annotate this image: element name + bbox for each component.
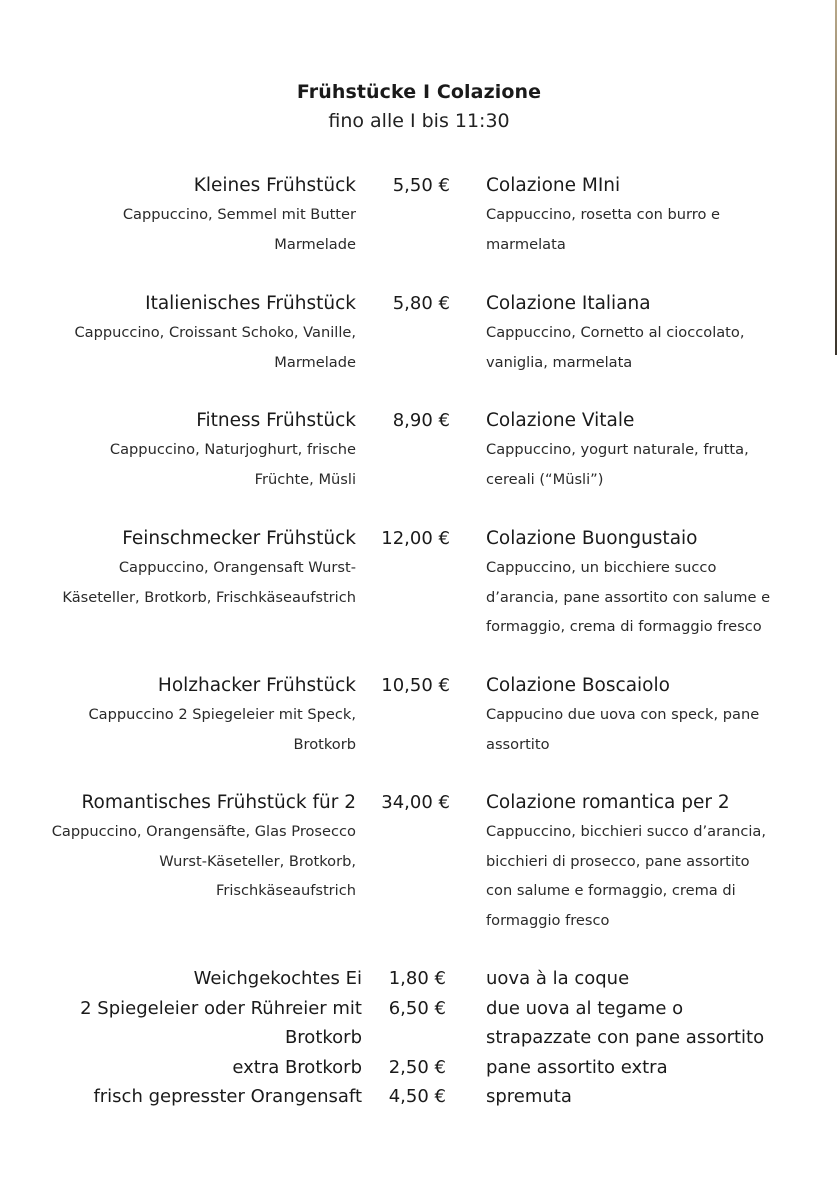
item-desc-it: Cappuccino, yogurt naturale, frutta, bbox=[486, 441, 749, 458]
item-name-de: Kleines Frühstück bbox=[193, 175, 356, 196]
item-name-de: Italienisches Frühstück bbox=[145, 293, 356, 314]
menu-header bbox=[0, 78, 838, 135]
item-desc-it: formaggio fresco bbox=[486, 911, 610, 929]
extra-name-it: due uova al tegame o bbox=[486, 997, 684, 1019]
item-desc-de: Käseteller, Brotkorb, Frischkäseaufstrich bbox=[62, 588, 356, 606]
item-price: 12,00 € bbox=[381, 528, 450, 549]
item-desc-it: bicchieri di prosecco, pane assortito bbox=[486, 852, 750, 870]
extra-row bbox=[0, 964, 838, 994]
item-desc-it: marmelata bbox=[486, 235, 566, 253]
item-price: 34,00 € bbox=[381, 792, 450, 813]
item-desc-it: Cappucino due uova con speck, pane bbox=[486, 706, 760, 723]
item-desc-de: Wurst-Käseteller, Brotkorb, bbox=[159, 852, 356, 870]
item-price: 8,90 € bbox=[392, 410, 450, 431]
item-desc-it: con salume e formaggio, crema di bbox=[486, 882, 736, 899]
extra-name-de: extra Brotkorb bbox=[232, 1056, 362, 1078]
extra-name-de: 2 Spiegeleier oder Rühreier mit bbox=[80, 997, 362, 1019]
extra-name-it: pane assortito extra bbox=[486, 1056, 668, 1078]
item-desc-de: Marmelade bbox=[274, 235, 356, 253]
item-desc-it: assortito bbox=[486, 735, 550, 753]
item-name-de: Feinschmecker Frühstück bbox=[122, 528, 356, 549]
item-name-it: Colazione MIni bbox=[486, 175, 621, 196]
item-name-it: Colazione Boscaiolo bbox=[486, 675, 670, 696]
item-price: 10,50 € bbox=[381, 675, 450, 696]
item-desc-it: Cappuccino, bicchieri succo d’arancia, bbox=[486, 823, 766, 840]
menu-subtitle: fino alle I bis 11:30 bbox=[328, 110, 510, 132]
item-desc-it: Cappuccino, un bicchiere succo bbox=[486, 559, 717, 576]
item-desc-de: Cappuccino, Croissant Schoko, Vanille, bbox=[74, 324, 356, 341]
item-name-de: Romantisches Frühstück für 2 bbox=[81, 792, 356, 813]
item-desc-it: d’arancia, pane assortito con salume e bbox=[486, 588, 771, 606]
item-name-it: Colazione Vitale bbox=[486, 410, 635, 431]
item-desc-de: Cappuccino, Naturjoghurt, frische bbox=[109, 441, 356, 458]
extra-row bbox=[0, 994, 838, 1024]
extra-name-de: Weichgekochtes Ei bbox=[193, 968, 362, 989]
item-desc-de: Cappuccino, Orangensäfte, Glas Prosecco bbox=[51, 823, 356, 840]
extra-name-it: spremuta bbox=[486, 1086, 572, 1107]
item-desc-de: Cappuccino 2 Spiegeleier mit Speck, bbox=[88, 706, 356, 723]
item-desc-it: Cappuccino, Cornetto al cioccolato, bbox=[486, 324, 745, 341]
page-edge-line bbox=[835, 0, 837, 355]
item-desc-de: Früchte, Müsli bbox=[254, 470, 356, 488]
extra-row bbox=[0, 1082, 838, 1112]
item-desc-de: Cappuccino, Orangensaft Wurst- bbox=[118, 559, 356, 576]
extra-price: 1,80 € bbox=[388, 968, 446, 989]
item-desc-de: Marmelade bbox=[274, 353, 356, 371]
item-desc-de: Frischkäseaufstrich bbox=[216, 882, 356, 899]
extra-price: 6,50 € bbox=[388, 997, 446, 1019]
extra-name-it: uova à la coque bbox=[486, 968, 630, 989]
extra-name-de: Brotkorb bbox=[284, 1027, 362, 1048]
extra-row bbox=[0, 1053, 838, 1083]
item-name-it: Colazione Italiana bbox=[486, 293, 651, 314]
item-price: 5,80 € bbox=[392, 293, 450, 314]
item-name-it: Colazione romantica per 2 bbox=[486, 792, 730, 813]
item-price: 5,50 € bbox=[392, 175, 450, 196]
item-desc-it: formaggio, crema di formaggio fresco bbox=[486, 618, 762, 635]
item-desc-it: vaniglia, marmelata bbox=[486, 353, 633, 371]
item-desc-de: Brotkorb bbox=[293, 735, 356, 753]
extra-name-de: frisch gepresster Orangensaft bbox=[93, 1086, 362, 1107]
item-name-it: Colazione Buongustaio bbox=[486, 528, 698, 549]
item-desc-it: Cappuccino, rosetta con burro e bbox=[486, 206, 721, 223]
item-desc-de: Cappuccino, Semmel mit Butter bbox=[122, 206, 356, 223]
item-name-de: Fitness Frühstück bbox=[196, 410, 356, 431]
menu-title: Frühstücke I Colazione bbox=[296, 81, 542, 103]
extra-price: 2,50 € bbox=[388, 1056, 446, 1078]
item-name-de: Holzhacker Frühstück bbox=[157, 675, 356, 696]
extra-price: 4,50 € bbox=[388, 1086, 446, 1107]
extra-row bbox=[0, 1023, 838, 1053]
extra-name-it: strapazzate con pane assortito bbox=[486, 1027, 765, 1048]
extras-list bbox=[0, 964, 838, 1112]
item-desc-it: cereali (“Müsli”) bbox=[486, 470, 604, 488]
